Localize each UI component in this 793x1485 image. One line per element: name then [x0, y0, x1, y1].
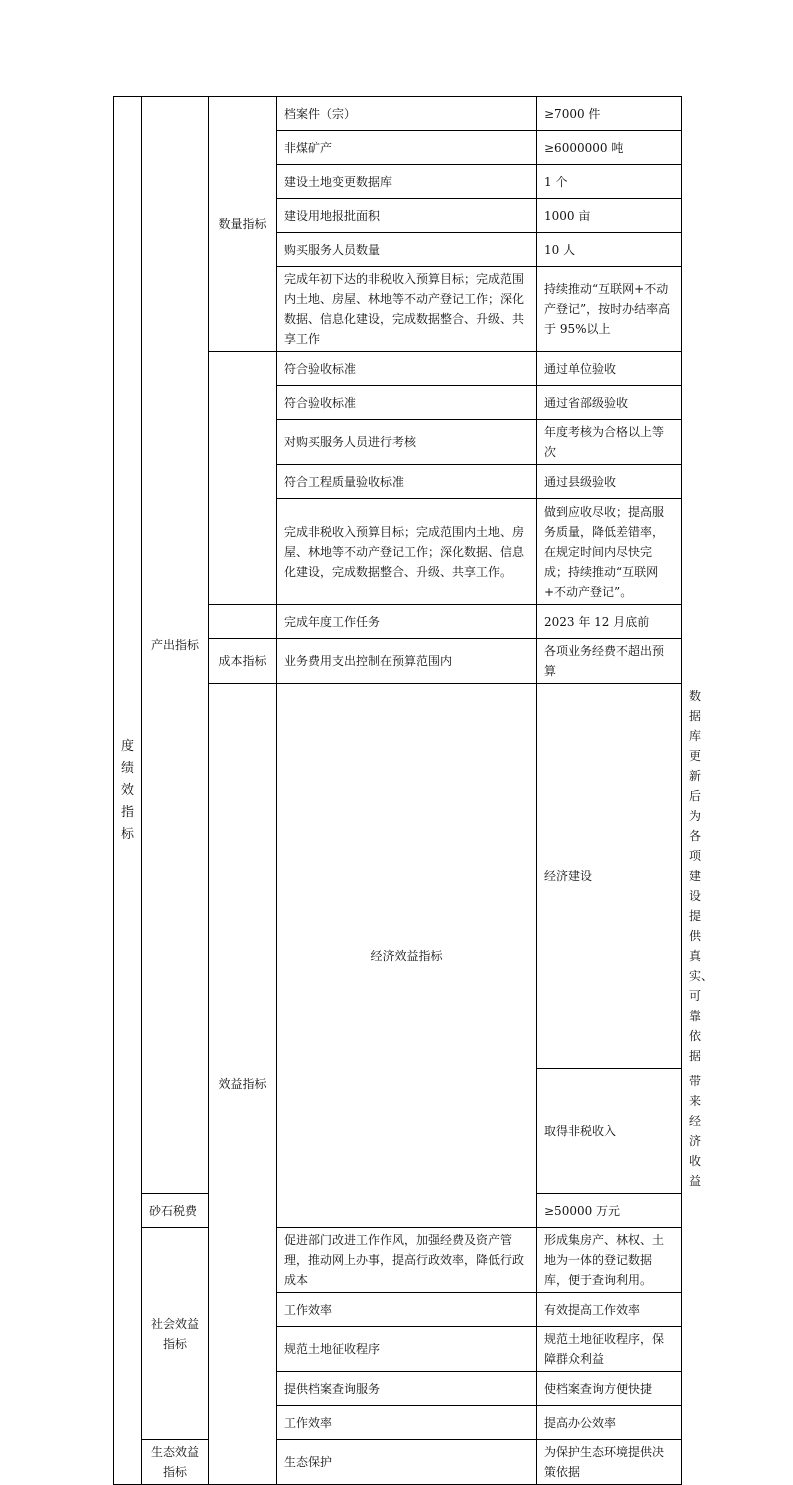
- indicator-cell: 符合工程质量验收标准: [277, 465, 537, 499]
- output-indicator-label: 产出指标: [142, 97, 209, 1194]
- table-row: [114, 97, 682, 131]
- indicator-cell: 经济建设: [537, 684, 682, 1069]
- level1-char: 指: [121, 804, 135, 820]
- level1-indicator-cell: [114, 97, 142, 1485]
- value-cell: 通过省部级验收: [537, 386, 682, 420]
- value-cell: 规范土地征收程序，保障群众利益: [537, 1327, 682, 1372]
- table-row: [114, 1228, 682, 1293]
- value-cell: 1 个: [537, 165, 682, 199]
- indicator-cell: 建设用地报批面积: [277, 199, 537, 233]
- value-cell: 年度考核为合格以上等次: [537, 420, 682, 465]
- table-row: 效益指标 经济效益指标 经济建设 数据库更新后为各项建设提供真实、可靠依据: [114, 684, 682, 1069]
- social-benefit-label: 社会效益指标: [142, 1228, 209, 1440]
- level1-char: 绩: [121, 760, 135, 776]
- indicator-cell: 完成年初下达的非税收入预算目标；完成范围内土地、房屋、林地等不动产登记工作；深化数据、信息化建设，完成数据整合、升级、共享工作: [277, 267, 537, 352]
- value-cell: 10 人: [537, 233, 682, 267]
- indicator-cell: 生态保护: [277, 1440, 537, 1485]
- value-cell: ≥6000000 吨: [537, 131, 682, 165]
- indicator-cell: 符合验收标准: [277, 352, 537, 386]
- blank-subcategory-cell: [209, 605, 277, 639]
- indicator-cell: 完成非税收入预算目标；完成范围内土地、房屋、林地等不动产登记工作；深化数据、信息化建设，完成数据整合、升级、共享工作。: [277, 499, 537, 605]
- blank-subcategory-cell: [209, 352, 277, 605]
- value-cell: ≥7000 件: [537, 97, 682, 131]
- value-cell: 为保护生态环境提供决策依据: [537, 1440, 682, 1485]
- level1-char: 效: [121, 782, 135, 798]
- level1-char: 度: [121, 738, 135, 754]
- value-cell: ≥50000 万元: [537, 1194, 682, 1228]
- indicator-cell: 符合验收标准: [277, 386, 537, 420]
- indicator-cell: 提供档案查询服务: [277, 1372, 537, 1406]
- indicator-cell: 建设土地变更数据库: [277, 165, 537, 199]
- value-cell: 各项业务经费不超出预算: [537, 639, 682, 684]
- value-cell: 做到应收尽收；提高服务质量，降低差错率，在规定时间内尽快完成；持续推动“互联网+不动产登记”。: [537, 499, 682, 605]
- quantity-indicator-label: 数量指标: [209, 97, 277, 352]
- indicator-cell: 促进部门改进工作作风，加强经费及资产管理，推动网上办事，提高行政效率，降低行政成本: [277, 1228, 537, 1293]
- indicator-cell: 对购买服务人员进行考核: [277, 420, 537, 465]
- indicator-cell: 取得非税收入: [537, 1069, 682, 1194]
- value-cell: 有效提高工作效率: [537, 1293, 682, 1327]
- indicator-cell: 工作效率: [277, 1406, 537, 1440]
- value-cell: 1000 亩: [537, 199, 682, 233]
- value-cell: 通过单位验收: [537, 352, 682, 386]
- indicator-cell: 购买服务人员数量: [277, 233, 537, 267]
- level1-char: 标: [121, 826, 135, 842]
- value-cell: 通过县级验收: [537, 465, 682, 499]
- ecological-benefit-label: 生态效益指标: [142, 1440, 209, 1485]
- indicator-cell: 档案件（宗）: [277, 97, 537, 131]
- indicator-cell: 规范土地征收程序: [277, 1327, 537, 1372]
- table-row: [114, 1440, 682, 1485]
- indicator-cell: 工作效率: [277, 1293, 537, 1327]
- value-cell: 提高办公效率: [537, 1406, 682, 1440]
- table-row: 取得非税收入 带来经济收益: [114, 1069, 682, 1194]
- economic-benefit-label: 经济效益指标: [277, 684, 537, 1228]
- indicator-cell: 业务费用支出控制在预算范围内: [277, 639, 537, 684]
- indicator-cell: 非煤矿产: [277, 131, 537, 165]
- indicator-cell: 完成年度工作任务: [277, 605, 537, 639]
- cost-indicator-label: 成本指标: [209, 639, 277, 684]
- value-cell: 2023 年 12 月底前: [537, 605, 682, 639]
- benefit-indicator-label: 效益指标: [209, 684, 277, 1485]
- performance-indicator-table: [113, 96, 714, 1485]
- value-cell: 持续推动“互联网+不动产登记”，按时办结率高于 95%以上: [537, 267, 682, 352]
- indicator-cell: 砂石税费: [142, 1194, 209, 1228]
- value-cell: 使档案查询方便快捷: [537, 1372, 682, 1406]
- value-cell: 形成集房产、林权、土地为一体的登记数据库，便于查询利用。: [537, 1228, 682, 1293]
